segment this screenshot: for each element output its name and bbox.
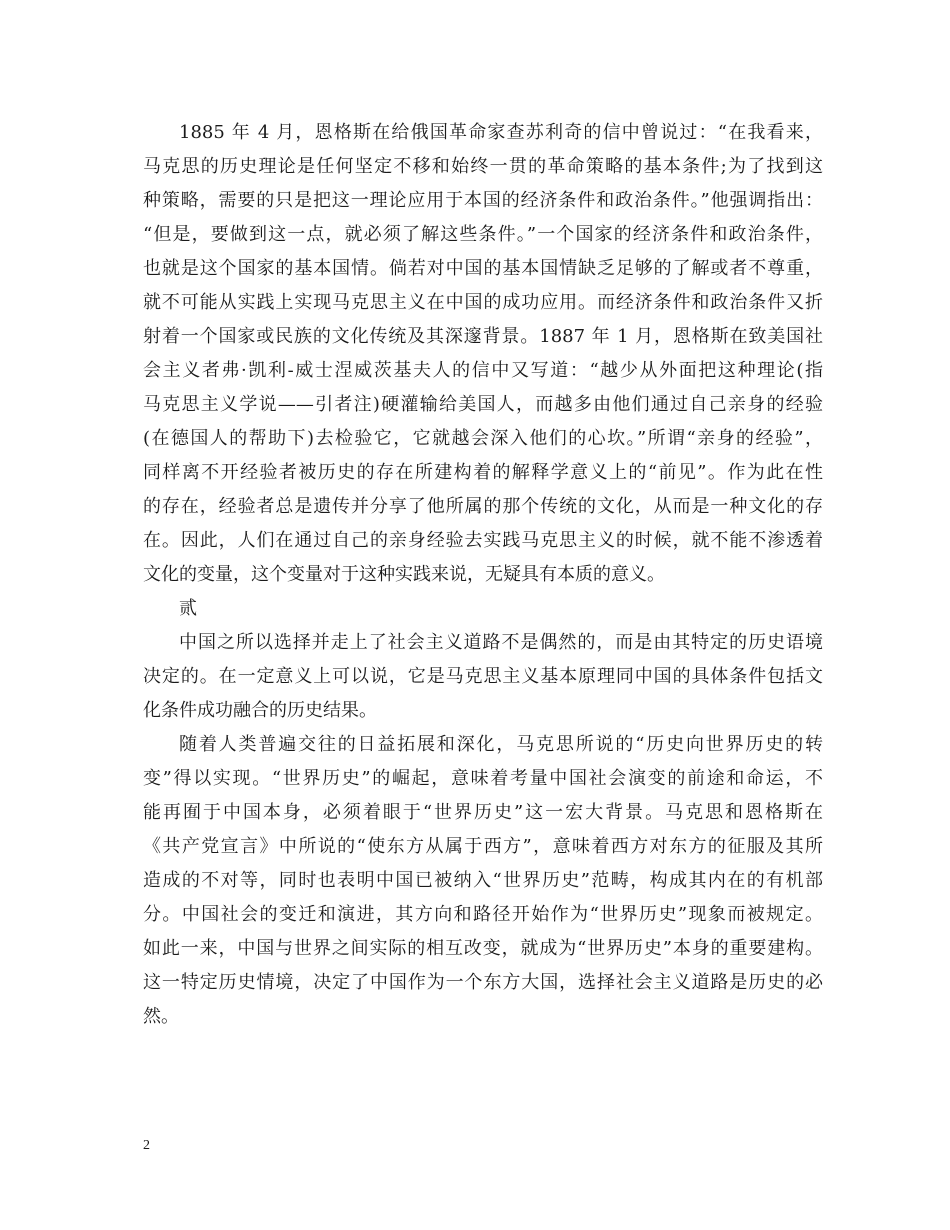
text-line: 马克思的历史理论是任何坚定不移和始终一贯的革命策略的基本条件;为了找到这: [143, 156, 823, 177]
text-line: 变”得以实现。“世界历史”的崛起，意味着考量中国社会演变的前途和命运，不: [143, 768, 823, 789]
text-line: 如此一来，中国与世界之间实际的相互改变，就成为“世界历史”本身的重要建构。: [143, 938, 823, 959]
text-line: 决定的。在一定意义上可以说，它是马克思主义基本原理同中国的具体条件包括文: [143, 666, 823, 687]
text-line: 这一特定历史情境，决定了中国作为一个东方大国，选择社会主义道路是历史的必: [143, 972, 823, 993]
text-line: (在德国人的帮助下)去检验它，它就越会深入他们的心坎。”所谓“亲身的经验”，: [143, 428, 823, 449]
page-number: 2: [143, 1138, 150, 1153]
text-line: 会主义者弗·凯利-威士涅威茨基夫人的信中又写道：“越少从外面把这种理论(指: [143, 360, 823, 381]
text-line: 分。中国社会的变迁和演进，其方向和路径开始作为“世界历史”现象而被规定。: [143, 904, 823, 925]
text-line: 也就是这个国家的基本国情。倘若对中国的基本国情缺乏足够的了解或者不尊重，: [143, 258, 823, 279]
body-text: [143, 116, 823, 1034]
text-line: 中国之所以选择并走上了社会主义道路不是偶然的，而是由其特定的历史语境: [179, 632, 823, 653]
text-line: 射着一个国家或民族的文化传统及其深邃背景。1887 年 1 月，恩格斯在致美国社: [143, 326, 823, 347]
text-line: 然。: [143, 1006, 179, 1027]
text-line: 文化的变量，这个变量对于这种实践来说，无疑具有本质的意义。: [143, 564, 665, 585]
text-line: 1885 年 4 月，恩格斯在给俄国革命家查苏利奇的信中曾说过：“在我看来，: [179, 122, 823, 143]
text-line: 种策略，需要的只是把这一理论应用于本国的经济条件和政治条件。”他强调指出：: [143, 190, 823, 211]
text-line: 在。因此，人们在通过自己的亲身经验去实践马克思主义的时候，就不能不渗透着: [143, 530, 823, 551]
section-heading: 贰: [179, 598, 197, 619]
text-line: 同样离不开经验者被历史的存在所建构着的解释学意义上的“前见”。作为此在性: [143, 462, 823, 483]
text-line: 的存在，经验者总是遗传并分享了他所属的那个传统的文化，从而是一种文化的存: [143, 496, 823, 517]
text-line: “但是，要做到这一点，就必须了解这些条件。”一个国家的经济条件和政治条件，: [143, 224, 823, 245]
text-line: 就不可能从实践上实现马克思主义在中国的成功应用。而经济条件和政治条件又折: [143, 292, 823, 313]
text-line: 《共产党宣言》中所说的“使东方从属于西方”，意味着西方对东方的征服及其所: [143, 836, 823, 857]
text-line: 造成的不对等，同时也表明中国已被纳入“世界历史”范畴，构成其内在的有机部: [143, 870, 823, 891]
text-line: 化条件成功融合的历史结果。: [143, 700, 377, 721]
text-line: 马克思主义学说——引者注)硬灌输给美国人，而越多由他们通过自己亲身的经验: [143, 394, 823, 415]
text-line: 随着人类普遍交往的日益拓展和深化，马克思所说的“历史向世界历史的转: [179, 734, 823, 755]
text-line: 能再囿于中国本身，必须着眼于“世界历史”这一宏大背景。马克思和恩格斯在: [143, 802, 823, 823]
